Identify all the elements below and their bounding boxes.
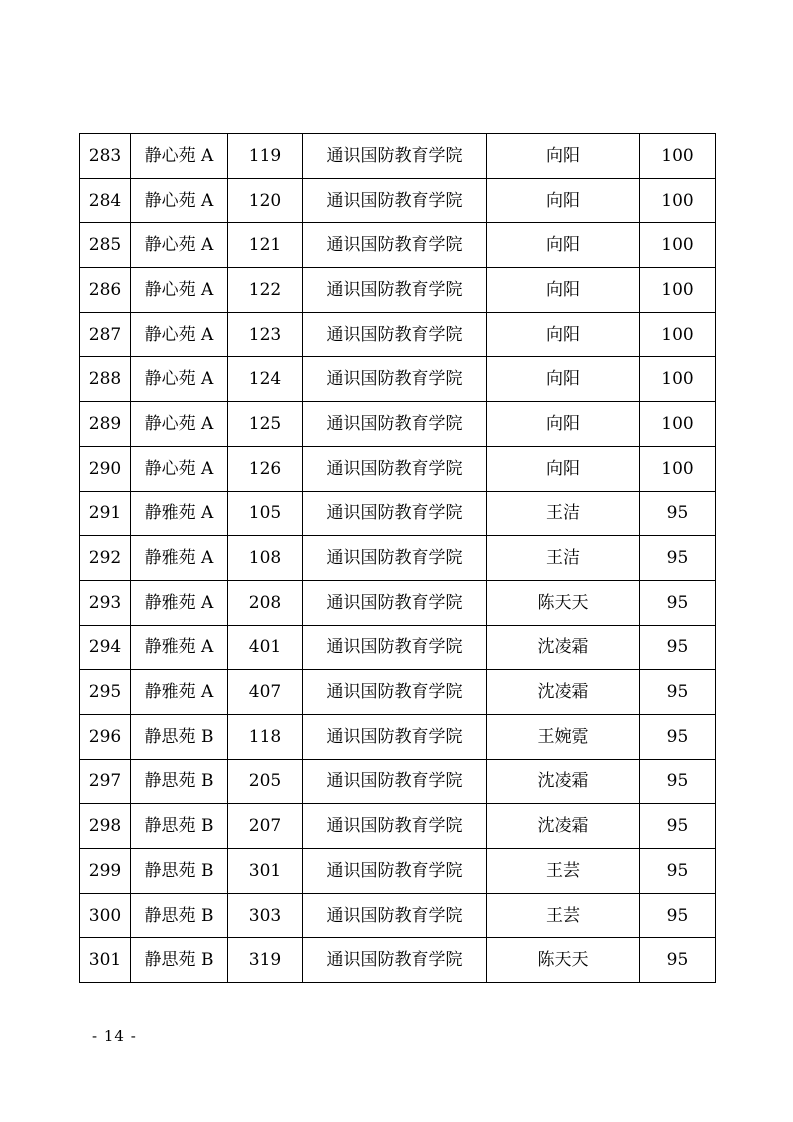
college-cell: 通识国防教育学院 bbox=[303, 849, 487, 894]
counselor-cell: 向阳 bbox=[487, 357, 640, 402]
building-cell: 静思苑 B bbox=[131, 893, 228, 938]
counselor-cell: 王婉霓 bbox=[487, 714, 640, 759]
table-row bbox=[80, 134, 716, 179]
building-cell: 静思苑 B bbox=[131, 849, 228, 894]
counselor-cell: 陈天天 bbox=[487, 580, 640, 625]
building-cell: 静雅苑 A bbox=[131, 491, 228, 536]
row-number-cell: 301 bbox=[80, 938, 131, 983]
college-cell: 通识国防教育学院 bbox=[303, 804, 487, 849]
college-cell: 通识国防教育学院 bbox=[303, 178, 487, 223]
table-row bbox=[80, 804, 716, 849]
room-cell: 108 bbox=[228, 536, 303, 581]
counselor-cell: 向阳 bbox=[487, 268, 640, 313]
college-cell: 通识国防教育学院 bbox=[303, 357, 487, 402]
counselor-cell: 王芸 bbox=[487, 849, 640, 894]
table-row bbox=[80, 402, 716, 447]
counselor-cell: 王洁 bbox=[487, 491, 640, 536]
table-row bbox=[80, 625, 716, 670]
room-cell: 126 bbox=[228, 446, 303, 491]
room-cell: 105 bbox=[228, 491, 303, 536]
counselor-cell: 沈凌霜 bbox=[487, 625, 640, 670]
row-number-cell: 294 bbox=[80, 625, 131, 670]
score-cell: 100 bbox=[640, 312, 716, 357]
score-cell: 95 bbox=[640, 670, 716, 715]
table-row bbox=[80, 938, 716, 983]
room-cell: 118 bbox=[228, 714, 303, 759]
row-number-cell: 298 bbox=[80, 804, 131, 849]
college-cell: 通识国防教育学院 bbox=[303, 312, 487, 357]
counselor-cell: 向阳 bbox=[487, 446, 640, 491]
college-cell: 通识国防教育学院 bbox=[303, 446, 487, 491]
score-cell: 95 bbox=[640, 759, 716, 804]
row-number-cell: 297 bbox=[80, 759, 131, 804]
score-cell: 100 bbox=[640, 446, 716, 491]
table-row bbox=[80, 849, 716, 894]
row-number-cell: 283 bbox=[80, 134, 131, 179]
building-cell: 静心苑 A bbox=[131, 178, 228, 223]
row-number-cell: 300 bbox=[80, 893, 131, 938]
table-row bbox=[80, 223, 716, 268]
room-cell: 407 bbox=[228, 670, 303, 715]
building-cell: 静思苑 B bbox=[131, 938, 228, 983]
college-cell: 通识国防教育学院 bbox=[303, 714, 487, 759]
college-cell: 通识国防教育学院 bbox=[303, 938, 487, 983]
row-number-cell: 291 bbox=[80, 491, 131, 536]
counselor-cell: 王洁 bbox=[487, 536, 640, 581]
room-cell: 401 bbox=[228, 625, 303, 670]
row-number-cell: 292 bbox=[80, 536, 131, 581]
table-row bbox=[80, 536, 716, 581]
table-body bbox=[80, 134, 716, 983]
building-cell: 静心苑 A bbox=[131, 312, 228, 357]
building-cell: 静思苑 B bbox=[131, 759, 228, 804]
score-cell: 100 bbox=[640, 402, 716, 447]
table-row bbox=[80, 178, 716, 223]
room-cell: 124 bbox=[228, 357, 303, 402]
college-cell: 通识国防教育学院 bbox=[303, 893, 487, 938]
college-cell: 通识国防教育学院 bbox=[303, 580, 487, 625]
room-cell: 303 bbox=[228, 893, 303, 938]
college-cell: 通识国防教育学院 bbox=[303, 223, 487, 268]
building-cell: 静心苑 A bbox=[131, 446, 228, 491]
row-number-cell: 289 bbox=[80, 402, 131, 447]
building-cell: 静心苑 A bbox=[131, 134, 228, 179]
score-cell: 95 bbox=[640, 849, 716, 894]
table-row bbox=[80, 357, 716, 402]
room-cell: 125 bbox=[228, 402, 303, 447]
building-cell: 静思苑 B bbox=[131, 804, 228, 849]
building-cell: 静心苑 A bbox=[131, 223, 228, 268]
dormitory-score-table bbox=[79, 133, 716, 983]
score-cell: 95 bbox=[640, 625, 716, 670]
counselor-cell: 王芸 bbox=[487, 893, 640, 938]
score-cell: 100 bbox=[640, 268, 716, 313]
college-cell: 通识国防教育学院 bbox=[303, 268, 487, 313]
row-number-cell: 285 bbox=[80, 223, 131, 268]
row-number-cell: 287 bbox=[80, 312, 131, 357]
building-cell: 静雅苑 A bbox=[131, 625, 228, 670]
row-number-cell: 286 bbox=[80, 268, 131, 313]
room-cell: 122 bbox=[228, 268, 303, 313]
building-cell: 静心苑 A bbox=[131, 268, 228, 313]
college-cell: 通识国防教育学院 bbox=[303, 670, 487, 715]
college-cell: 通识国防教育学院 bbox=[303, 536, 487, 581]
room-cell: 207 bbox=[228, 804, 303, 849]
room-cell: 301 bbox=[228, 849, 303, 894]
table-row bbox=[80, 312, 716, 357]
counselor-cell: 向阳 bbox=[487, 223, 640, 268]
college-cell: 通识国防教育学院 bbox=[303, 134, 487, 179]
score-cell: 95 bbox=[640, 536, 716, 581]
score-cell: 95 bbox=[640, 491, 716, 536]
room-cell: 208 bbox=[228, 580, 303, 625]
building-cell: 静思苑 B bbox=[131, 714, 228, 759]
score-cell: 100 bbox=[640, 223, 716, 268]
score-cell: 95 bbox=[640, 804, 716, 849]
room-cell: 120 bbox=[228, 178, 303, 223]
row-number-cell: 295 bbox=[80, 670, 131, 715]
row-number-cell: 296 bbox=[80, 714, 131, 759]
building-cell: 静雅苑 A bbox=[131, 536, 228, 581]
table-row bbox=[80, 893, 716, 938]
table-row bbox=[80, 714, 716, 759]
counselor-cell: 沈凌霜 bbox=[487, 759, 640, 804]
building-cell: 静心苑 A bbox=[131, 357, 228, 402]
room-cell: 319 bbox=[228, 938, 303, 983]
room-cell: 123 bbox=[228, 312, 303, 357]
building-cell: 静雅苑 A bbox=[131, 670, 228, 715]
room-cell: 119 bbox=[228, 134, 303, 179]
score-cell: 95 bbox=[640, 938, 716, 983]
building-cell: 静雅苑 A bbox=[131, 580, 228, 625]
counselor-cell: 向阳 bbox=[487, 178, 640, 223]
table-row bbox=[80, 580, 716, 625]
row-number-cell: 284 bbox=[80, 178, 131, 223]
counselor-cell: 向阳 bbox=[487, 312, 640, 357]
score-cell: 100 bbox=[640, 178, 716, 223]
counselor-cell: 向阳 bbox=[487, 402, 640, 447]
score-cell: 100 bbox=[640, 357, 716, 402]
score-cell: 95 bbox=[640, 580, 716, 625]
row-number-cell: 290 bbox=[80, 446, 131, 491]
college-cell: 通识国防教育学院 bbox=[303, 625, 487, 670]
college-cell: 通识国防教育学院 bbox=[303, 759, 487, 804]
table-row bbox=[80, 491, 716, 536]
score-cell: 95 bbox=[640, 714, 716, 759]
row-number-cell: 288 bbox=[80, 357, 131, 402]
table-row bbox=[80, 759, 716, 804]
row-number-cell: 299 bbox=[80, 849, 131, 894]
room-cell: 121 bbox=[228, 223, 303, 268]
college-cell: 通识国防教育学院 bbox=[303, 491, 487, 536]
college-cell: 通识国防教育学院 bbox=[303, 402, 487, 447]
counselor-cell: 向阳 bbox=[487, 134, 640, 179]
counselor-cell: 沈凌霜 bbox=[487, 804, 640, 849]
table-row bbox=[80, 268, 716, 313]
counselor-cell: 沈凌霜 bbox=[487, 670, 640, 715]
building-cell: 静心苑 A bbox=[131, 402, 228, 447]
counselor-cell: 陈天天 bbox=[487, 938, 640, 983]
page-number: - 14 - bbox=[92, 1027, 137, 1045]
row-number-cell: 293 bbox=[80, 580, 131, 625]
score-cell: 95 bbox=[640, 893, 716, 938]
table-row bbox=[80, 670, 716, 715]
table-row bbox=[80, 446, 716, 491]
room-cell: 205 bbox=[228, 759, 303, 804]
score-cell: 100 bbox=[640, 134, 716, 179]
